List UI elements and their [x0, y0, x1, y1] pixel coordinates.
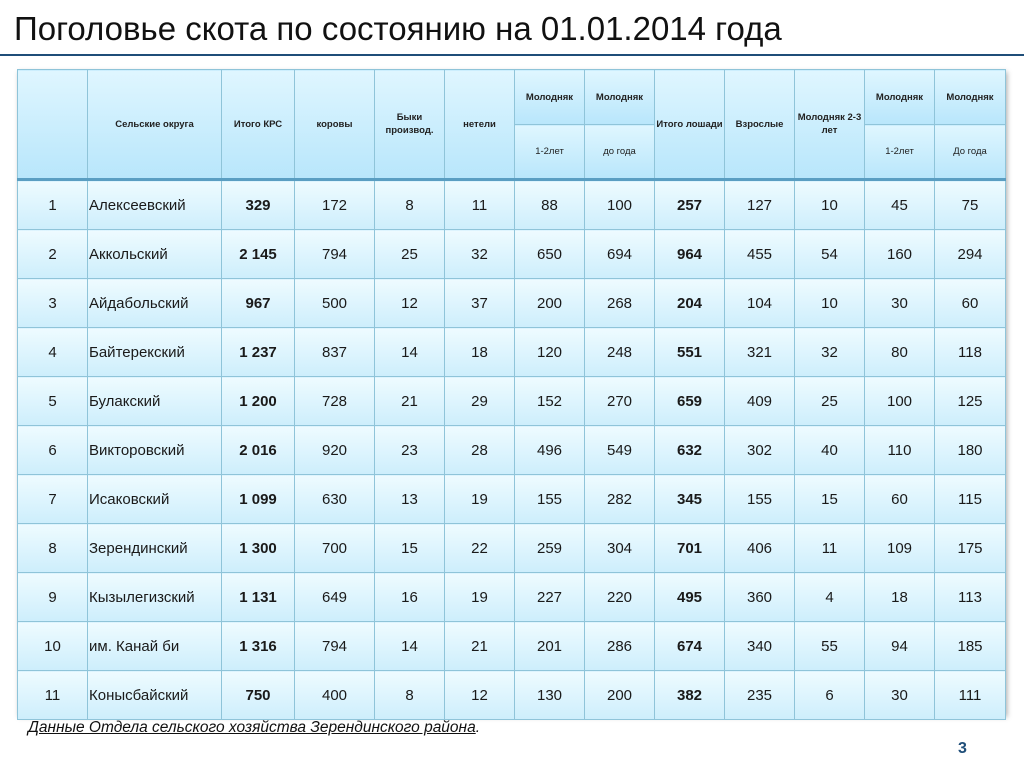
cell-district: Булакский	[88, 377, 222, 426]
cell-adult: 302	[725, 426, 795, 475]
cell-cows: 649	[295, 573, 375, 622]
cell-young-1-2: 200	[515, 279, 585, 328]
cell-bulls: 15	[375, 524, 445, 573]
cell-horse-young-1-2: 100	[865, 377, 935, 426]
cell-heifers: 19	[445, 475, 515, 524]
table-row	[18, 180, 1006, 230]
livestock-table	[17, 69, 1006, 720]
cell-adult: 409	[725, 377, 795, 426]
cell-cows: 500	[295, 279, 375, 328]
cell-district: Байтерекский	[88, 328, 222, 377]
cell-cows: 837	[295, 328, 375, 377]
cell-horse-young-under-1: 125	[935, 377, 1006, 426]
source-text: Данные Отдела сельского хозяйства Зерендинского района	[28, 719, 476, 736]
table-row	[18, 426, 1006, 475]
cell-young-1-2: 227	[515, 573, 585, 622]
cell-heifers: 37	[445, 279, 515, 328]
cell-district: Аккольский	[88, 230, 222, 279]
cell-horse-young-under-1: 294	[935, 230, 1006, 279]
cell-young-2-3: 32	[795, 328, 865, 377]
table-row	[18, 230, 1006, 279]
cell-cows: 700	[295, 524, 375, 573]
cell-cows: 920	[295, 426, 375, 475]
cell-num: 3	[18, 279, 88, 328]
cell-heifers: 19	[445, 573, 515, 622]
cell-young-under-1: 304	[585, 524, 655, 573]
cell-young-under-1: 100	[585, 180, 655, 230]
header-young-4: Молодняк	[935, 70, 1006, 125]
header-young-3: Молодняк	[865, 70, 935, 125]
cell-district: Зерендинский	[88, 524, 222, 573]
table-body	[18, 180, 1006, 720]
cell-total-krs: 1 237	[222, 328, 295, 377]
cell-young-1-2: 201	[515, 622, 585, 671]
cell-young-under-1: 220	[585, 573, 655, 622]
cell-young-under-1: 549	[585, 426, 655, 475]
table-header	[18, 70, 1006, 180]
cell-adult: 235	[725, 671, 795, 720]
livestock-table-container	[17, 69, 1005, 714]
source-note	[28, 719, 480, 737]
cell-num: 4	[18, 328, 88, 377]
cell-cows: 172	[295, 180, 375, 230]
cell-bulls: 14	[375, 622, 445, 671]
cell-horse-young-under-1: 60	[935, 279, 1006, 328]
cell-total-horses: 495	[655, 573, 725, 622]
table-row	[18, 622, 1006, 671]
cell-heifers: 28	[445, 426, 515, 475]
cell-district: Алексеевский	[88, 180, 222, 230]
cell-district: Конысбайский	[88, 671, 222, 720]
cell-num: 11	[18, 671, 88, 720]
cell-num: 8	[18, 524, 88, 573]
cell-young-under-1: 694	[585, 230, 655, 279]
header-adult: Взрослые	[725, 70, 795, 180]
table-row	[18, 573, 1006, 622]
cell-young-under-1: 268	[585, 279, 655, 328]
cell-young-under-1: 282	[585, 475, 655, 524]
header-total-krs: Итого КРС	[222, 70, 295, 180]
cell-total-horses: 382	[655, 671, 725, 720]
cell-cows: 728	[295, 377, 375, 426]
cell-heifers: 21	[445, 622, 515, 671]
cell-bulls: 8	[375, 671, 445, 720]
cell-district: Викторовский	[88, 426, 222, 475]
cell-total-krs: 2 016	[222, 426, 295, 475]
cell-total-krs: 1 200	[222, 377, 295, 426]
cell-horse-young-under-1: 111	[935, 671, 1006, 720]
cell-num: 6	[18, 426, 88, 475]
cell-total-horses: 204	[655, 279, 725, 328]
subheader-young-under-1: до года	[585, 125, 655, 180]
cell-heifers: 18	[445, 328, 515, 377]
cell-young-1-2: 259	[515, 524, 585, 573]
cell-horse-young-1-2: 18	[865, 573, 935, 622]
cell-bulls: 12	[375, 279, 445, 328]
cell-total-krs: 329	[222, 180, 295, 230]
cell-num: 5	[18, 377, 88, 426]
cell-total-horses: 659	[655, 377, 725, 426]
cell-horse-young-1-2: 94	[865, 622, 935, 671]
cell-young-under-1: 270	[585, 377, 655, 426]
header-cows: коровы	[295, 70, 375, 180]
cell-horse-young-1-2: 160	[865, 230, 935, 279]
cell-heifers: 22	[445, 524, 515, 573]
cell-bulls: 21	[375, 377, 445, 426]
cell-young-1-2: 650	[515, 230, 585, 279]
cell-bulls: 8	[375, 180, 445, 230]
source-suffix: .	[475, 719, 481, 736]
cell-district: Кызылегизский	[88, 573, 222, 622]
subheader-horse-young-under-1: До года	[935, 125, 1006, 180]
cell-num: 7	[18, 475, 88, 524]
cell-total-horses: 632	[655, 426, 725, 475]
cell-total-krs: 1 099	[222, 475, 295, 524]
cell-total-horses: 964	[655, 230, 725, 279]
cell-adult: 127	[725, 180, 795, 230]
cell-num: 2	[18, 230, 88, 279]
cell-total-krs: 2 145	[222, 230, 295, 279]
cell-bulls: 25	[375, 230, 445, 279]
cell-young-2-3: 6	[795, 671, 865, 720]
cell-cows: 794	[295, 622, 375, 671]
cell-district: Айдабольский	[88, 279, 222, 328]
cell-bulls: 23	[375, 426, 445, 475]
cell-heifers: 29	[445, 377, 515, 426]
cell-young-1-2: 152	[515, 377, 585, 426]
cell-adult: 155	[725, 475, 795, 524]
cell-total-krs: 1 300	[222, 524, 295, 573]
cell-horse-young-under-1: 180	[935, 426, 1006, 475]
title-divider	[0, 54, 1024, 56]
cell-cows: 400	[295, 671, 375, 720]
cell-young-under-1: 248	[585, 328, 655, 377]
cell-heifers: 11	[445, 180, 515, 230]
cell-horse-young-1-2: 110	[865, 426, 935, 475]
cell-young-2-3: 15	[795, 475, 865, 524]
cell-horse-young-under-1: 185	[935, 622, 1006, 671]
cell-total-krs: 967	[222, 279, 295, 328]
cell-num: 1	[18, 180, 88, 230]
cell-young-1-2: 496	[515, 426, 585, 475]
cell-young-1-2: 88	[515, 180, 585, 230]
cell-adult: 406	[725, 524, 795, 573]
header-total-horses: Итого лошади	[655, 70, 725, 180]
cell-young-2-3: 25	[795, 377, 865, 426]
cell-horse-young-under-1: 175	[935, 524, 1006, 573]
cell-young-2-3: 40	[795, 426, 865, 475]
table-row	[18, 475, 1006, 524]
cell-total-krs: 750	[222, 671, 295, 720]
cell-horse-young-1-2: 45	[865, 180, 935, 230]
cell-young-2-3: 55	[795, 622, 865, 671]
cell-horse-young-1-2: 60	[865, 475, 935, 524]
cell-young-2-3: 4	[795, 573, 865, 622]
cell-young-2-3: 54	[795, 230, 865, 279]
cell-young-under-1: 286	[585, 622, 655, 671]
cell-horse-young-under-1: 75	[935, 180, 1006, 230]
cell-cows: 630	[295, 475, 375, 524]
cell-horse-young-1-2: 80	[865, 328, 935, 377]
cell-total-horses: 551	[655, 328, 725, 377]
cell-num: 9	[18, 573, 88, 622]
cell-total-horses: 674	[655, 622, 725, 671]
cell-young-2-3: 10	[795, 279, 865, 328]
cell-total-horses: 257	[655, 180, 725, 230]
header-young-2: Молодняк	[585, 70, 655, 125]
cell-num: 10	[18, 622, 88, 671]
cell-total-krs: 1 131	[222, 573, 295, 622]
header-young-1: Молодняк	[515, 70, 585, 125]
header-heifers: нетели	[445, 70, 515, 180]
header-young-2-3: Молодняк 2-3 лет	[795, 70, 865, 180]
cell-adult: 104	[725, 279, 795, 328]
cell-adult: 321	[725, 328, 795, 377]
table-row	[18, 671, 1006, 720]
cell-total-horses: 345	[655, 475, 725, 524]
cell-adult: 455	[725, 230, 795, 279]
cell-horse-young-1-2: 30	[865, 671, 935, 720]
cell-district: им. Канай би	[88, 622, 222, 671]
cell-total-horses: 701	[655, 524, 725, 573]
cell-bulls: 16	[375, 573, 445, 622]
header-district: Сельские округа	[88, 70, 222, 180]
cell-young-1-2: 120	[515, 328, 585, 377]
cell-young-2-3: 11	[795, 524, 865, 573]
header-bulls: Быки производ.	[375, 70, 445, 180]
table-row	[18, 279, 1006, 328]
cell-bulls: 13	[375, 475, 445, 524]
table-row	[18, 377, 1006, 426]
cell-district: Исаковский	[88, 475, 222, 524]
table-row	[18, 524, 1006, 573]
cell-young-1-2: 155	[515, 475, 585, 524]
header-num	[18, 70, 88, 180]
subheader-young-1-2: 1-2лет	[515, 125, 585, 180]
cell-adult: 340	[725, 622, 795, 671]
table-row	[18, 328, 1006, 377]
cell-heifers: 12	[445, 671, 515, 720]
cell-young-1-2: 130	[515, 671, 585, 720]
page-title: Поголовье скота по состоянию на 01.01.2014 года	[14, 10, 782, 47]
cell-young-under-1: 200	[585, 671, 655, 720]
cell-cows: 794	[295, 230, 375, 279]
subheader-horse-young-1-2: 1-2лет	[865, 125, 935, 180]
cell-adult: 360	[725, 573, 795, 622]
cell-heifers: 32	[445, 230, 515, 279]
cell-horse-young-under-1: 118	[935, 328, 1006, 377]
cell-young-2-3: 10	[795, 180, 865, 230]
cell-horse-young-under-1: 115	[935, 475, 1006, 524]
cell-horse-young-1-2: 109	[865, 524, 935, 573]
cell-total-krs: 1 316	[222, 622, 295, 671]
cell-bulls: 14	[375, 328, 445, 377]
cell-horse-young-1-2: 30	[865, 279, 935, 328]
cell-horse-young-under-1: 113	[935, 573, 1006, 622]
page-number: 3	[958, 740, 967, 757]
